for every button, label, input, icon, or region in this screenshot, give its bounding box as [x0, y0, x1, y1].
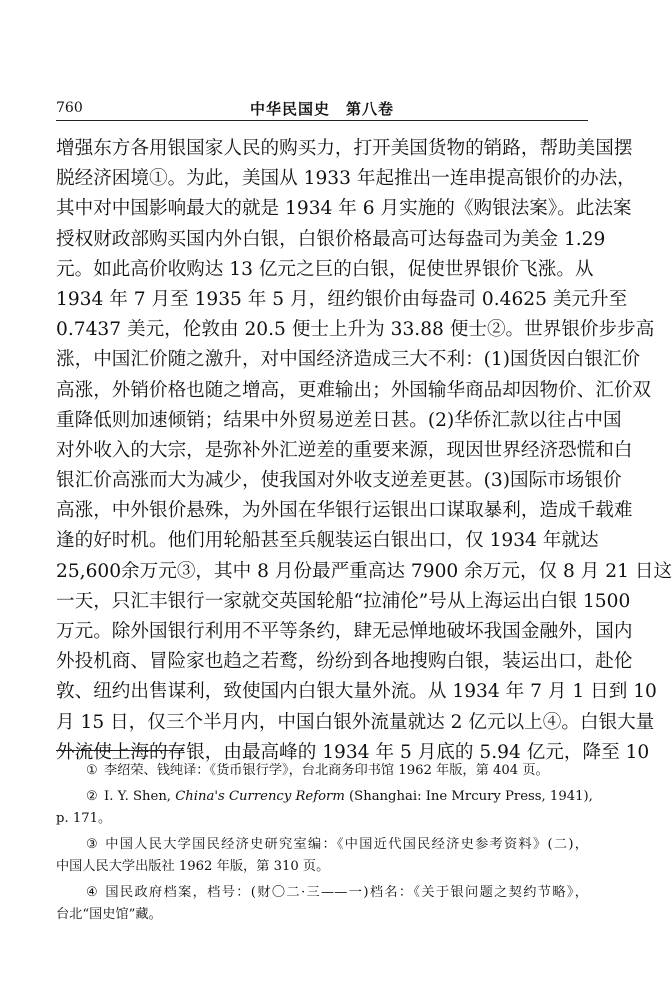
- footnote-citation-author: I. Y. Shen,: [104, 789, 176, 804]
- body-text: [56, 134, 672, 768]
- body-line: 高涨，中外银价悬殊，为外国在华银行运银出口谋取暴利，造成千载难: [56, 500, 633, 522]
- footnote-mark: ③: [86, 837, 98, 852]
- footnote-mark: ④: [86, 885, 98, 900]
- body-line: 元。如此高价收购达 13 亿元之巨的白银，促使世界银价飞涨。从: [56, 258, 594, 280]
- body-line: 外投机商、冒险家也趋之若鹜，纷纷到各地搜购白银，装运出口，赴伦: [56, 651, 633, 673]
- footnote-line: 台北“国史馆”藏。: [56, 907, 162, 922]
- body-line: 逢的好时机。他们用轮船甚至兵舰装运白银出口，仅 1934 年就达: [56, 530, 599, 552]
- footnote-line: [56, 882, 588, 904]
- footnote-line: [56, 834, 588, 856]
- body-line: 银汇价高涨而大为减少，使我国对外收支逆差更甚。(3)国际市场银价: [56, 470, 622, 492]
- body-line: 万元。除外国银行利用不平等条约，肆无忌惮地破坏我国金融外，国内: [56, 621, 633, 642]
- body-line: 脱经济困境①。为此，美国从 1933 年起推出一连串提高银价的办法，: [56, 168, 636, 190]
- footnote-3: [56, 834, 588, 878]
- body-line: 敦、纽约出售谋利，致使国内白银大量外流。从 1934 年 7 月 1 日到 10: [56, 681, 657, 703]
- body-line: 月 15 日，仅三个半月内，中国白银外流量就达 2 亿元以上④。白银大量: [56, 711, 655, 733]
- footnote-line: [56, 786, 593, 808]
- footnote-rule: [56, 750, 184, 751]
- running-title: 中华民国史 第八卷: [249, 100, 394, 118]
- footnote-1: [56, 760, 588, 782]
- body-line: 重降低则加速倾销；结果中外贸易逆差日甚。(2)华侨汇款以往占中国: [56, 409, 622, 431]
- footnote-citation-title: China's Currency Reform: [175, 789, 345, 804]
- body-line: 涨，中国汇价随之激升，对中国经济造成三大不利：(1)国货因白银汇价: [56, 349, 641, 371]
- footnote-mark: ②: [86, 789, 98, 804]
- body-line: 一天，只汇丰银行一家就交英国轮船“拉浦伦”号从上海运出白银 1500: [56, 590, 631, 612]
- body-line: 授权财政部购买国内外白银，白银价格最高可达每盎司为美金 1.29: [56, 228, 606, 250]
- footnote-text: 中国人民大学国民经济史研究室编：《中国近代国民经济史参考资料》(二)，: [104, 837, 588, 852]
- footnote-2: [56, 786, 593, 830]
- body-line: 25,600余万元③，其中 8 月份最严重高达 7900 余万元，仅 8 月 21 日这: [56, 560, 672, 582]
- header-rule: [56, 120, 588, 121]
- footnote-citation-publisher: (Shanghai: Ine Mrcury Press, 1941),: [344, 789, 593, 804]
- footnote-text: 国民政府档案，档号：(财〇二·三——一)档名：《关于银问题之契约节略》，: [104, 885, 588, 900]
- body-line: 其中对中国影响最大的就是 1934 年 6 月实施的《购银法案》。此法案: [56, 198, 632, 220]
- body-line: 0.7437 美元，伦敦由 20.5 便士上升为 33.88 便士②。世界银价步步高: [56, 319, 655, 341]
- footnote-4: [56, 882, 588, 926]
- body-line: 对外收入的大宗，是弥补外汇逆差的重要来源，现因世界经济恐慌和白: [56, 439, 633, 461]
- footnotes: [56, 760, 593, 930]
- footnote-line: p. 171。: [56, 811, 112, 826]
- footnote-line: 中国人民大学出版社 1962 年版，第 310 页。: [56, 859, 330, 874]
- page-number: 760: [56, 100, 83, 116]
- footnote-text: 李绍荣、钱纯译：《货币银行学》，台北商务印书馆 1962 年版，第 404 页。: [104, 763, 549, 778]
- body-line: 增强东方各用银国家人民的购买力，打开美国货物的销路，帮助美国摆: [56, 138, 633, 159]
- footnote-mark: ①: [86, 763, 98, 778]
- body-line: 外流使上海的存银，由最高峰的 1934 年 5 月底的 5.94 亿元，降至 10: [56, 741, 650, 763]
- body-line: 高涨，外销价格也随之增高，更难输出；外国输华商品却因物价、汇价双: [56, 379, 652, 401]
- body-line: 1934 年 7 月至 1935 年 5 月，纽约银价由每盎司 0.4625 美元升至: [56, 288, 628, 310]
